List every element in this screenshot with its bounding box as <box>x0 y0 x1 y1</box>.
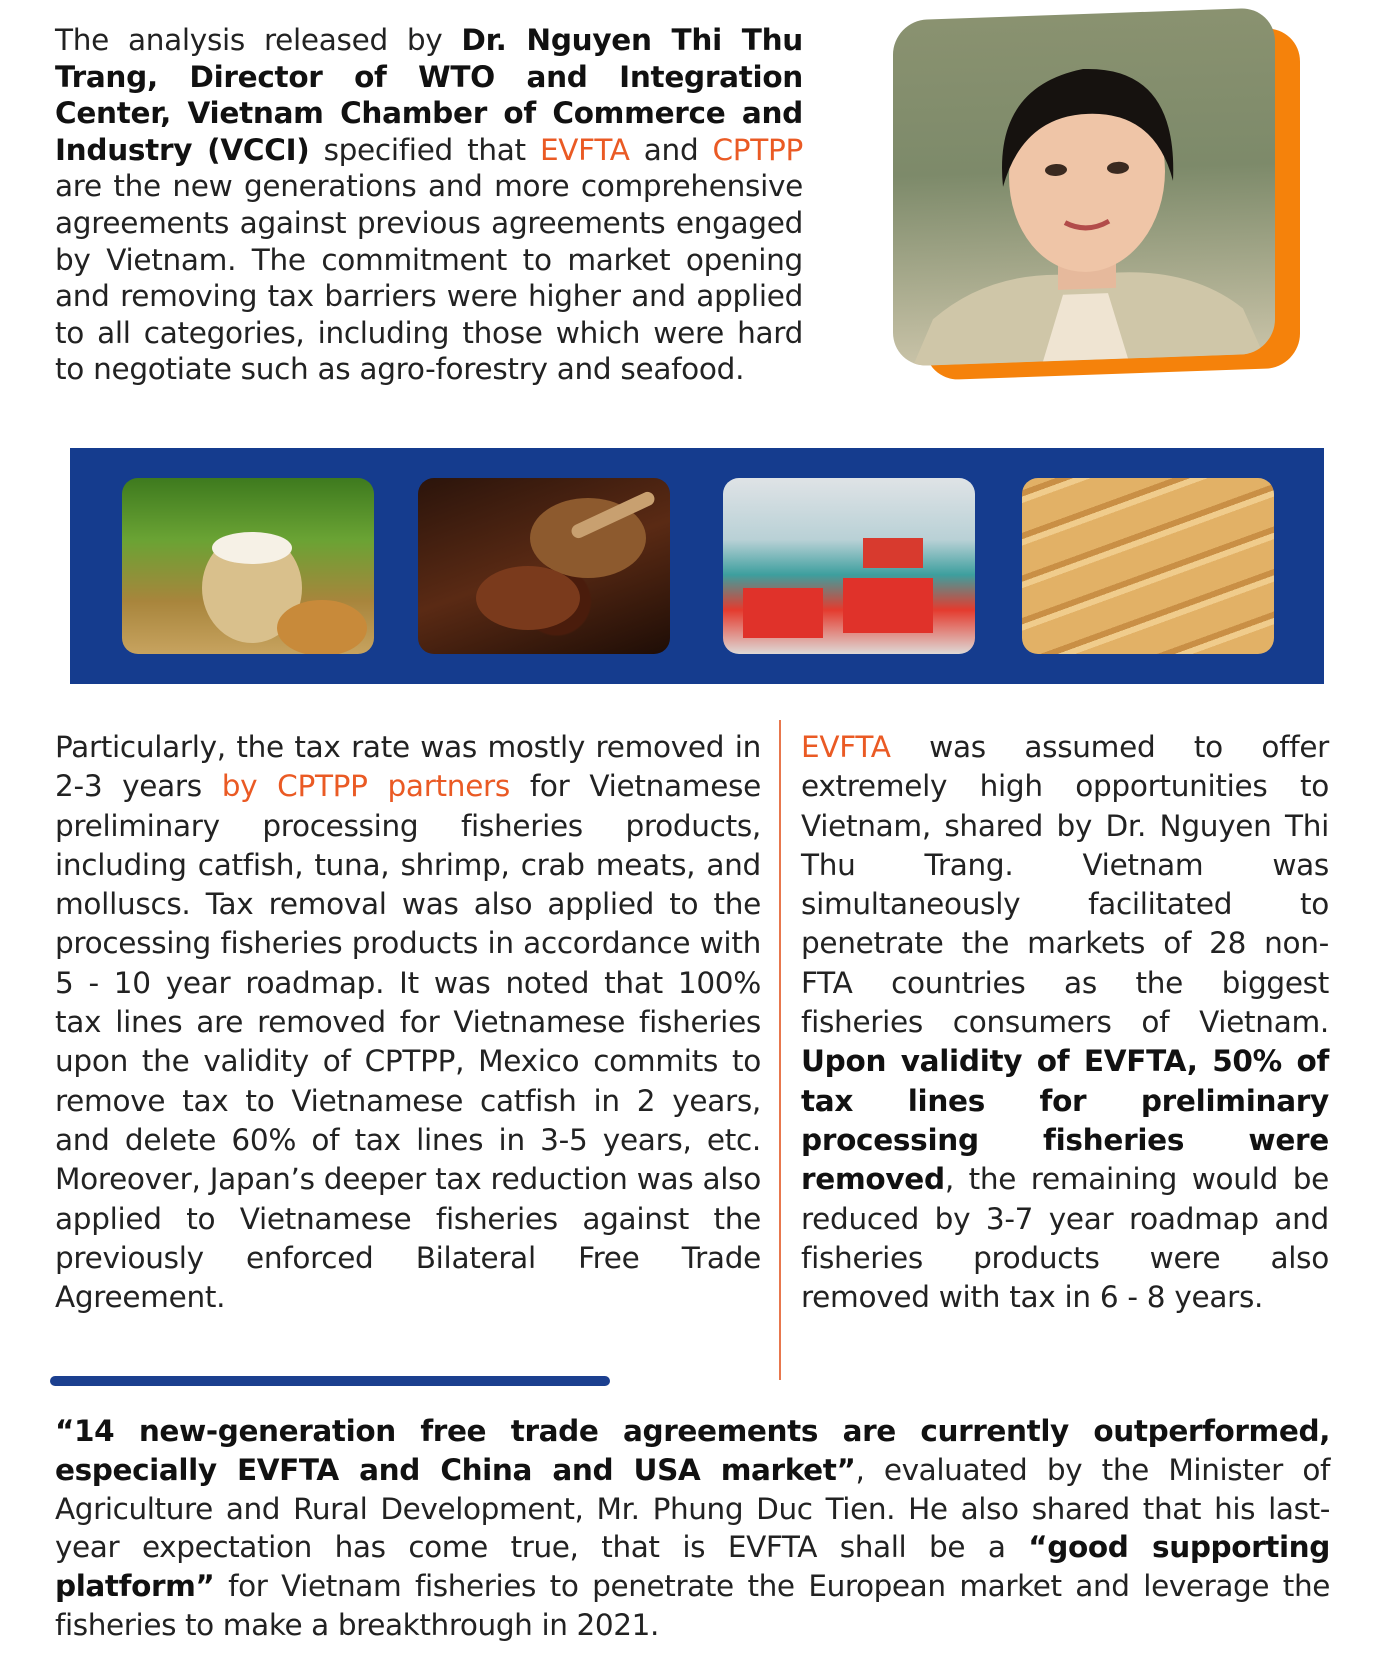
intro-lead: The analysis released by <box>55 23 462 57</box>
section-rule <box>50 1376 610 1386</box>
intro-paragraph <box>55 22 803 388</box>
cptpp-partners-highlight: by CPTPP partners <box>221 769 510 804</box>
intro-text: are the new generations and more comprehensive agreements against previous agreements engaged by Vietnam. The commitment to market opening and removing tax barriers were higher and applied to all categories, including those which were hard to negotiate such as agro-forestry and seafood. <box>55 169 803 387</box>
left-column-paragraph <box>55 728 761 1317</box>
evfta-highlight: EVFTA <box>539 132 630 167</box>
quote-paragraph <box>55 1412 1330 1645</box>
right-text: , the remaining would be reduced by 3-7 year roadmap and fisheries products were also removed with tax in 6 - 8 years. <box>801 1162 1329 1315</box>
right-column-paragraph <box>801 728 1329 1317</box>
quote-text: for Vietnam fisheries to penetrate the European market and leverage the fisheries to make a breakthrough in 2021. <box>55 1569 1330 1642</box>
portrait-frame <box>893 14 1305 377</box>
rice-image <box>122 478 374 654</box>
seafood-processing-image <box>723 478 975 654</box>
product-image-band <box>70 448 1324 684</box>
quote-bold: “14 new-generation free trade agreements are currently outperformed, especially EVFTA and China and USA market” <box>55 1414 1330 1487</box>
left-text: Particularly, the tax rate was mostly removed in 2-3 years <box>55 730 761 804</box>
timber-image <box>1022 478 1274 654</box>
right-bold-text: Upon validity of EVFTA, 50% of tax lines for preliminary processing fisheries were removed <box>801 1044 1329 1197</box>
coffee-image <box>418 478 670 654</box>
column-divider <box>779 720 781 1380</box>
left-text: for Vietnamese preliminary processing fisheries products, including catfish, tuna, shrimp, crab meats, and molluscs. Tax removal was also applied to the processing fisheries products in accordance with 5 - 10 year roadmap. It was noted that 100% tax lines are removed for Vietnamese fisheries upon the validity of CPTPP, Mexico commits to remove tax to Vietnamese catfish in 2 years, and delete 60% of tax lines in 3-5 years, etc. Moreover, Japan’s deeper tax reduction was also applied to Vietnamese fisheries against the previously enforced Bilateral Free Trade Agreement. <box>55 769 761 1315</box>
intro-text: specified that <box>309 132 540 167</box>
quote-text: , evaluated by the Minister of Agriculture and Rural Development, Mr. Phung Duc Tien. He also shared that his last-year expectation has come true, that is EVFTA shall be a <box>55 1452 1330 1565</box>
intro-text: and <box>629 132 713 167</box>
quote-bold: “good supporting platform” <box>55 1530 1330 1604</box>
right-text: was assumed to offer extremely high opportunities to Vietnam, shared by Dr. Nguyen Thi Thu Trang. Vietnam was simultaneously facilitated to penetrate the markets of 28 non-FTA countries as the biggest fisheries consumers of Vietnam. <box>801 730 1329 1040</box>
intro-speaker: Dr. Nguyen Thi Thu Trang, Director of WTO and Integration Center, Vietnam Chamber of Commerce and Industry (VCCI) <box>55 23 803 167</box>
evfta-highlight: EVFTA <box>801 730 891 764</box>
portrait-photo <box>893 7 1275 366</box>
cptpp-highlight: CPTPP <box>712 132 803 167</box>
